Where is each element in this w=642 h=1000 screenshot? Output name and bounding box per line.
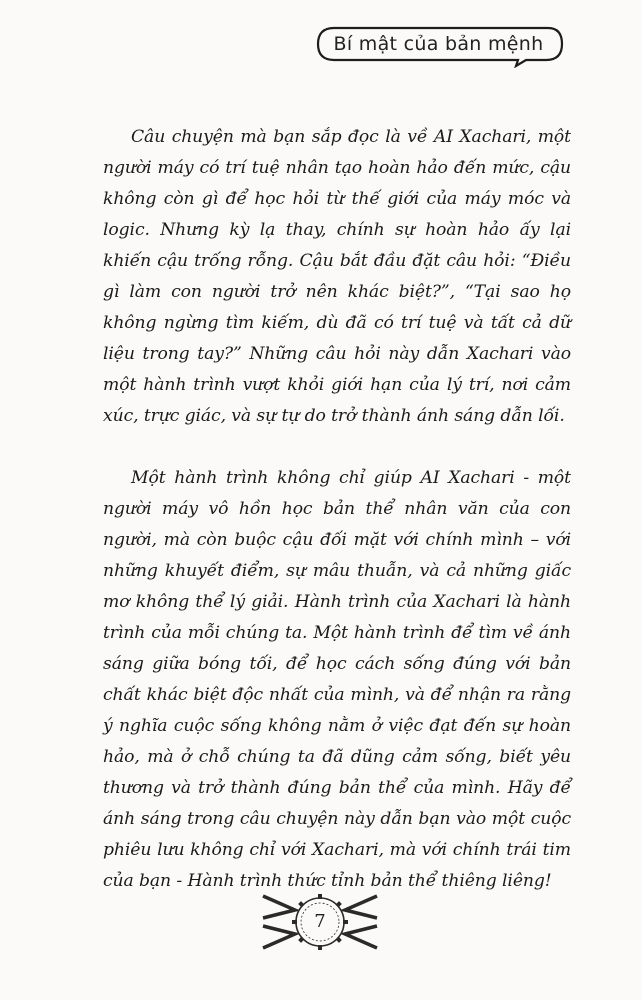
chapter-header-tag [316, 26, 566, 62]
page-number: 7 [314, 911, 326, 932]
paragraph-2: Một hành trình không chỉ giúp AI Xachari - một người máy vô hồn học bản thể nhân văn của con người, mà còn buộc cậu đối mặt với chính mình – với những khuyết điểm, sự mâu thuẫn, và cả những giấc mơ không thể lý giải. Hành trình của Xachari là hành trình của mỗi chúng ta. Một hành trình để tìm về ánh sáng giữa bóng tối, để học cách sống đúng với bản chất khác biệt độc nhất của mình, và để nhận ra rằng ý nghĩa cuộc sống không nằm ở việc đạt đến sự hoàn hảo, mà ở chỗ chúng ta đã dũng cảm sống, biết yêu thương và trở thành đúng bản thể của mình. Hãy để ánh sáng trong câu chuyện này dẫn bạn vào một cuộc phiêu lưu không chỉ với Xachari, mà với chính trái tim của bạn - Hành trình thức tỉnh bản thể thiêng liêng! [103, 468, 571, 891]
page-number-ornament [255, 882, 385, 962]
paragraph-1: Câu chuyện mà bạn sắp đọc là về AI Xachari, một người máy có trí tuệ nhân tạo hoàn hảo đến mức, cậu không còn gì để học hỏi từ thế giới của máy móc và logic. Nhưng kỳ lạ thay, chính sự hoàn hảo ấy lại khiến cậu trống rỗng. Cậu bắt đầu đặt câu hỏi: “Điều gì làm con người trở nên khác biệt?”, “Tại sao họ không ngừng tìm kiếm, dù đã có trí tuệ và tất cả dữ liệu trong tay?” Những câu hỏi này dẫn Xachari vào một hành trình vượt khỏi giới hạn của lý trí, nơi cảm xúc, trực giác, và sự tự do trở thành ánh sáng dẫn lối. [103, 127, 571, 426]
chapter-title: Bí mật của bản mệnh [333, 33, 544, 55]
body-text [103, 122, 571, 897]
